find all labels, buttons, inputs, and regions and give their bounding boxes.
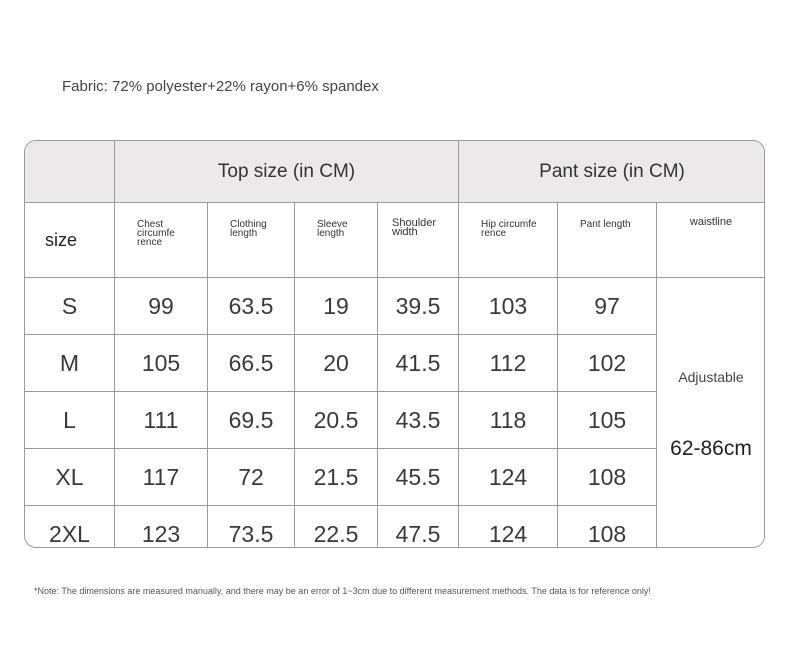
waistline-header: waistline <box>657 203 766 278</box>
sleeve-cell: 22.5 <box>295 506 378 549</box>
chest-header: Chest circumfe rence <box>115 203 208 278</box>
pant-cell: 102 <box>558 335 657 392</box>
size-cell: M <box>25 335 115 392</box>
table-row <box>25 449 766 506</box>
length-cell: 73.5 <box>208 506 295 549</box>
measurement-header-row <box>25 203 766 278</box>
sleeve-cell: 19 <box>295 278 378 335</box>
waistline-cell <box>657 278 766 549</box>
size-table <box>24 140 765 548</box>
shoulder-cell: 41.5 <box>378 335 459 392</box>
measurement-note: *Note: The dimensions are measured manually, and there may be an error of 1~3cm due to different measurement methods. The data is for reference only! <box>34 586 651 596</box>
chest-cell: 99 <box>115 278 208 335</box>
sleeve-cell: 20 <box>295 335 378 392</box>
pant-cell: 108 <box>558 449 657 506</box>
table-row <box>25 335 766 392</box>
chest-cell: 111 <box>115 392 208 449</box>
waistline-range: 62-86cm <box>670 437 752 460</box>
size-chart <box>24 140 765 548</box>
chest-cell: 105 <box>115 335 208 392</box>
chest-cell: 123 <box>115 506 208 549</box>
size-cell: 2XL <box>25 506 115 549</box>
table-row <box>25 506 766 549</box>
pant-cell: 105 <box>558 392 657 449</box>
length-cell: 66.5 <box>208 335 295 392</box>
shoulder-cell: 47.5 <box>378 506 459 549</box>
hip-cell: 124 <box>459 449 558 506</box>
clothing-length-header: Clothing length <box>208 203 295 278</box>
length-cell: 72 <box>208 449 295 506</box>
shoulder-cell: 45.5 <box>378 449 459 506</box>
top-size-header: Top size (in CM) <box>115 141 459 203</box>
table-row <box>25 392 766 449</box>
pant-length-header: Pant length <box>558 203 657 278</box>
fabric-composition: Fabric: 72% polyester+22% rayon+6% spandex <box>62 78 379 95</box>
waistline-adjustable: Adjustable <box>678 369 744 385</box>
hip-header: Hip circumfe rence <box>459 203 558 278</box>
shoulder-width-header: Shoulder width <box>378 203 459 278</box>
size-column-header: size <box>25 203 115 278</box>
hip-cell: 124 <box>459 506 558 549</box>
sleeve-length-header: Sleeve length <box>295 203 378 278</box>
size-cell: XL <box>25 449 115 506</box>
hip-cell: 112 <box>459 335 558 392</box>
size-cell: L <box>25 392 115 449</box>
size-cell: S <box>25 278 115 335</box>
pant-cell: 97 <box>558 278 657 335</box>
shoulder-cell: 39.5 <box>378 278 459 335</box>
group-header-row <box>25 141 766 203</box>
shoulder-cell: 43.5 <box>378 392 459 449</box>
length-cell: 69.5 <box>208 392 295 449</box>
hip-cell: 118 <box>459 392 558 449</box>
chest-cell: 117 <box>115 449 208 506</box>
corner-cell <box>25 141 115 203</box>
sleeve-cell: 20.5 <box>295 392 378 449</box>
table-row <box>25 278 766 335</box>
hip-cell: 103 <box>459 278 558 335</box>
pant-size-header: Pant size (in CM) <box>459 141 766 203</box>
sleeve-cell: 21.5 <box>295 449 378 506</box>
pant-cell: 108 <box>558 506 657 549</box>
length-cell: 63.5 <box>208 278 295 335</box>
